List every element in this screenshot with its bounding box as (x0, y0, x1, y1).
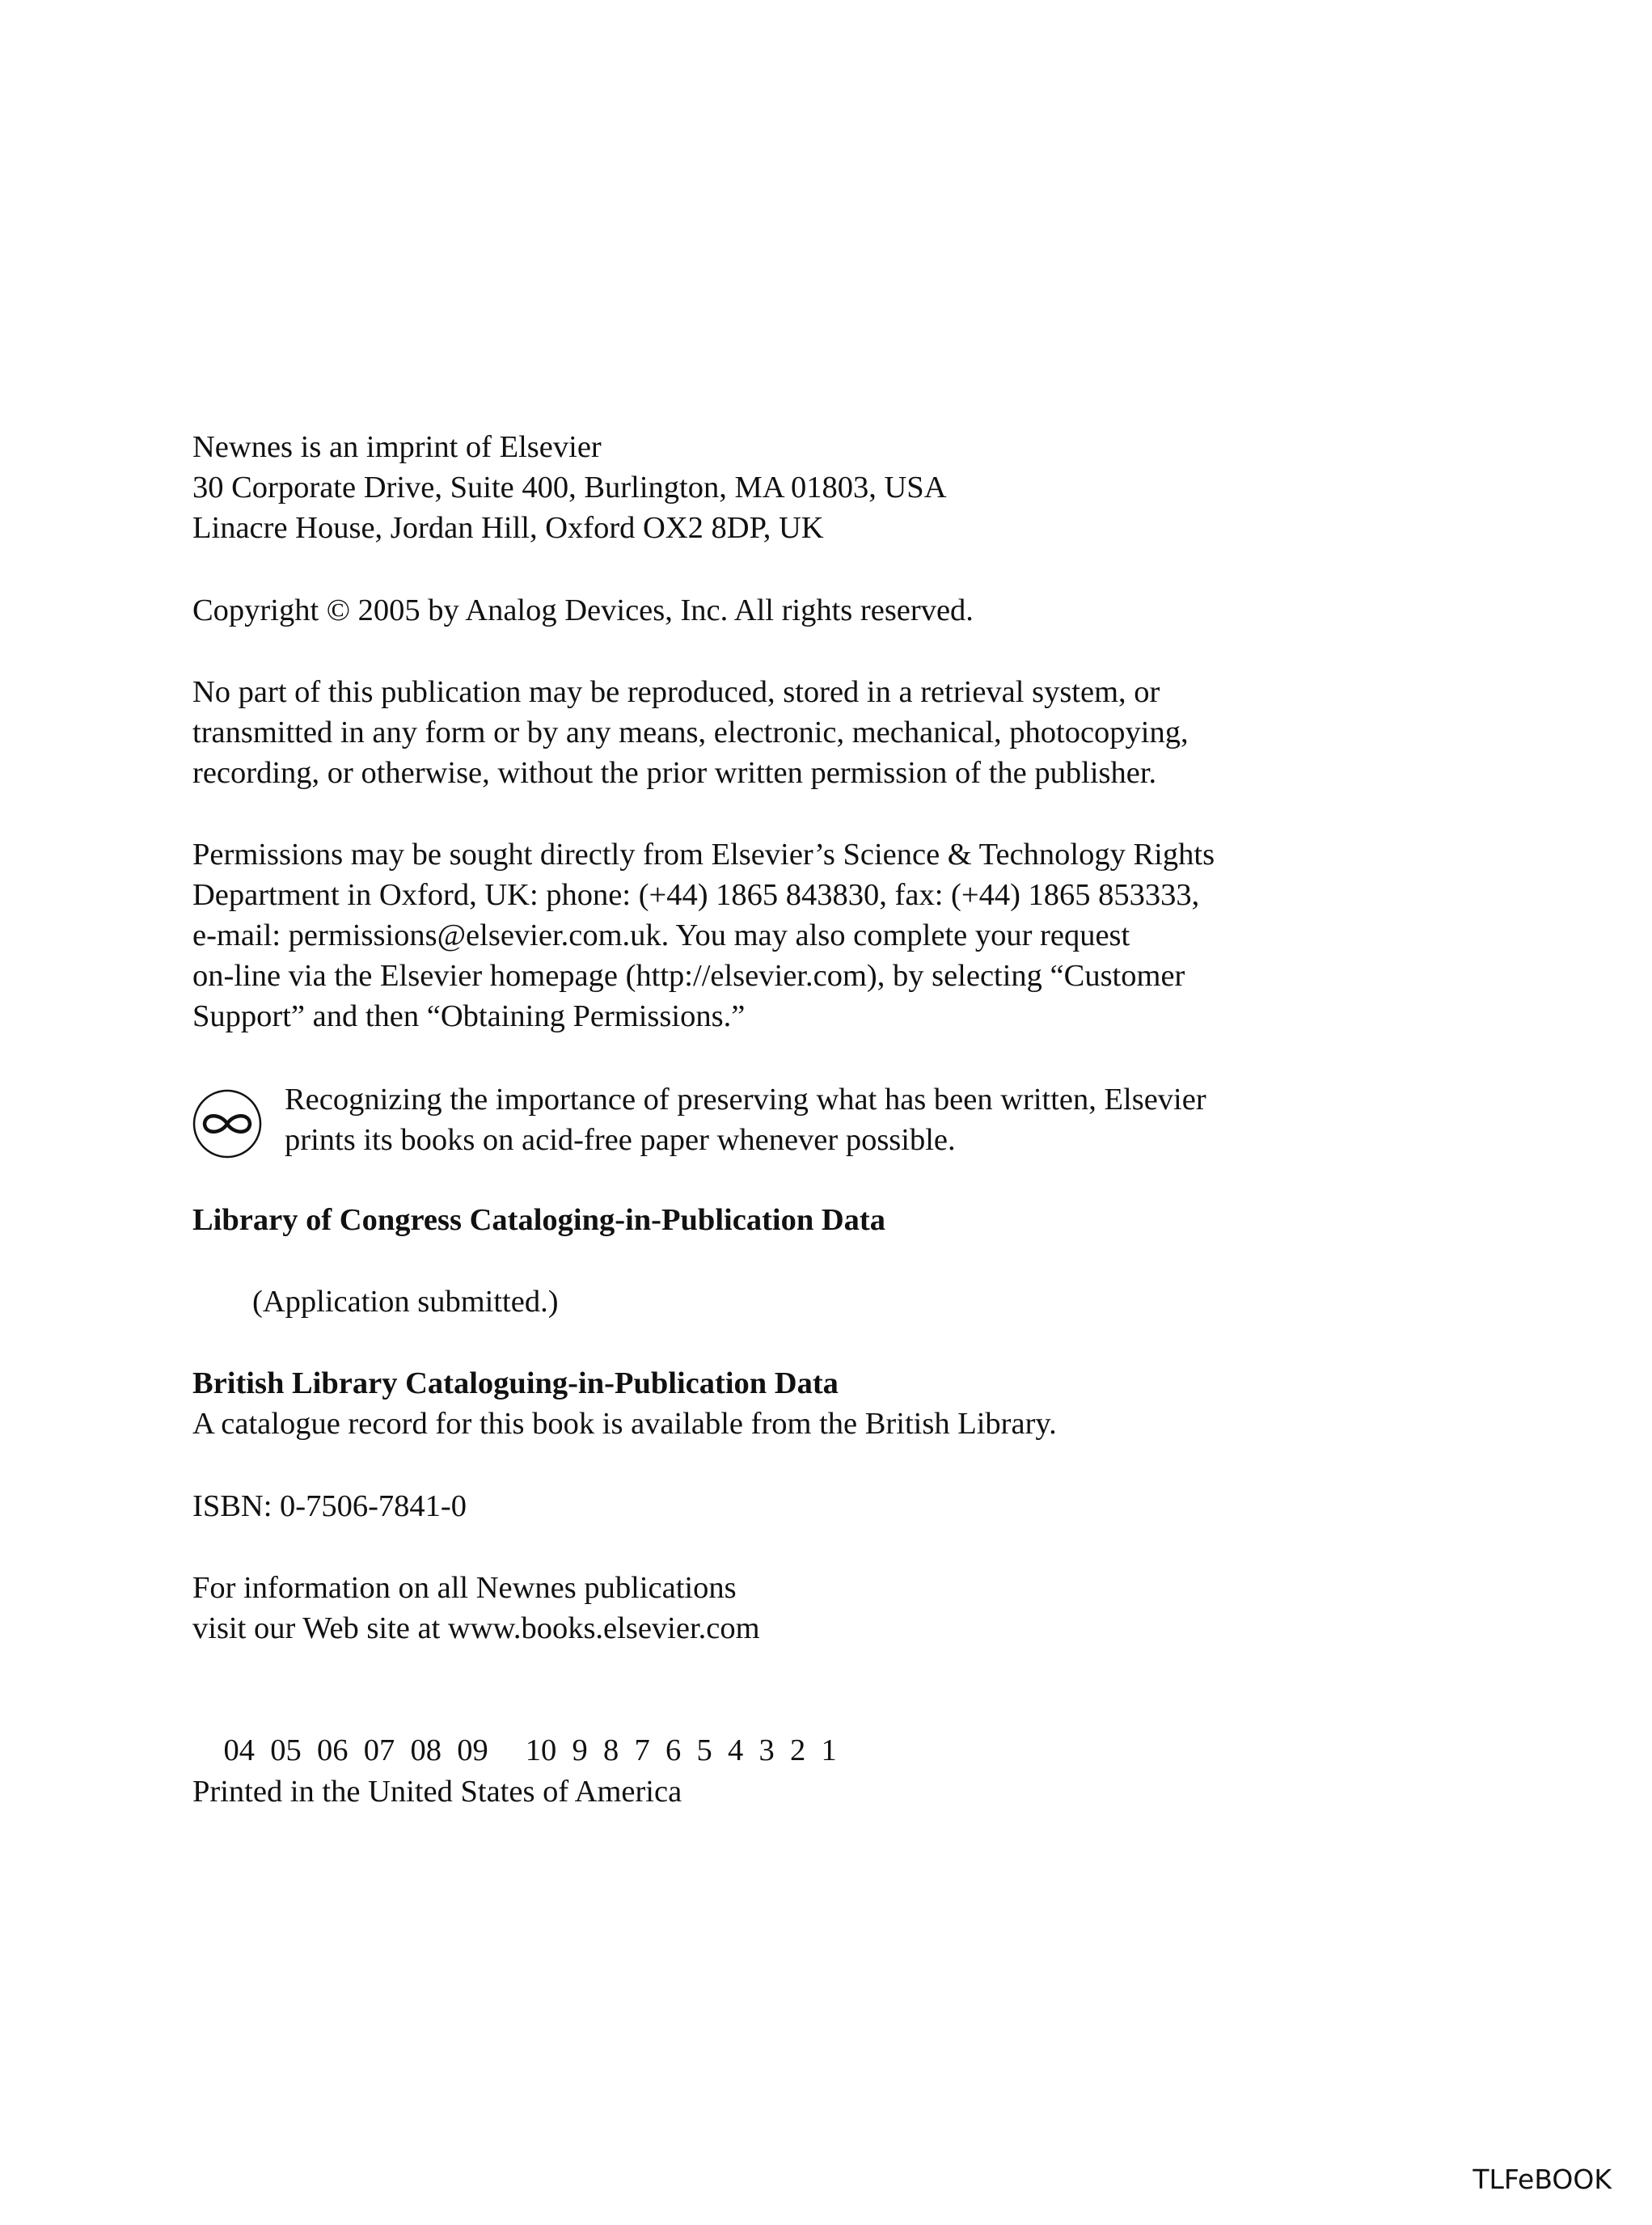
publisher-imprint-line: Newnes is an imprint of Elsevier (192, 430, 602, 464)
permissions-line-3: e-mail: permissions@elsevier.com.uk. You may also complete your request (192, 918, 1130, 952)
acid-free-line-2: prints its books on acid-free paper whenever possible. (285, 1123, 956, 1157)
reproduction-line-1: No part of this publication may be reproduced, stored in a retrieval system, or (192, 675, 1160, 709)
printed-in (192, 1771, 1519, 1812)
footer-watermark: TLFeBOOK (1472, 2164, 1612, 2195)
british-library-block (192, 1363, 1519, 1444)
loc-heading-text: Library of Congress Cataloging-in-Publication Data (192, 1203, 886, 1237)
newnes-info-line-1: For information on all Newnes publications (192, 1571, 737, 1605)
british-library-heading: British Library Cataloguing-in-Publication Data (192, 1366, 839, 1400)
permissions-line-4: on-line via the Elsevier homepage (http://elsevier.com), by selecting “Customer (192, 959, 1185, 993)
newnes-info-line-2: visit our Web site at www.books.elsevier.com (192, 1611, 760, 1645)
print-line-impressions: 10 9 8 7 6 5 4 3 2 1 (525, 1733, 837, 1767)
permissions-notice (192, 834, 1519, 1037)
permissions-line-1: Permissions may be sought directly from Elsevier’s Science & Technology Rights (192, 838, 1215, 872)
permissions-line-5: Support” and then “Obtaining Permissions.” (192, 999, 746, 1033)
publisher-uk-address: Linacre House, Jordan Hill, Oxford OX2 8DP, UK (192, 511, 824, 545)
reproduction-line-3: recording, or otherwise, without the prior written permission of the publisher. (192, 756, 1157, 790)
print-line-years: 04 05 06 07 08 09 (223, 1733, 488, 1767)
publisher-us-address: 30 Corporate Drive, Suite 400, Burlington, MA 01803, USA (192, 471, 947, 505)
isbn-text: ISBN: 0-7506-7841-0 (192, 1489, 467, 1523)
reproduction-notice (192, 672, 1519, 793)
acid-free-text (285, 1079, 1206, 1160)
permissions-line-2: Department in Oxford, UK: phone: (+44) 1865 843830, fax: (+44) 1865 853333, (192, 878, 1200, 912)
reproduction-line-2: transmitted in any form or by any means, electronic, mechanical, photocopying, (192, 716, 1189, 749)
british-library-text: A catalogue record for this book is available from the British Library. (192, 1407, 1057, 1441)
loc-note-text: (Application submitted.) (252, 1285, 559, 1319)
loc-application-note (252, 1281, 559, 1322)
acid-free-paper-notice (191, 1079, 1517, 1168)
publisher-address-block (192, 427, 1519, 548)
acid-free-line-1: Recognizing the importance of preserving what has been written, Elsevier (285, 1083, 1206, 1117)
newnes-info-block (192, 1568, 1519, 1649)
copyright-notice (192, 590, 1519, 631)
printed-in-text: Printed in the United States of America (192, 1775, 682, 1809)
copyright-line: Copyright © 2005 by Analog Devices, Inc. All rights reserved. (192, 593, 974, 627)
infinity-paper-icon (191, 1087, 264, 1160)
isbn (192, 1486, 1519, 1526)
loc-heading (192, 1200, 1519, 1240)
